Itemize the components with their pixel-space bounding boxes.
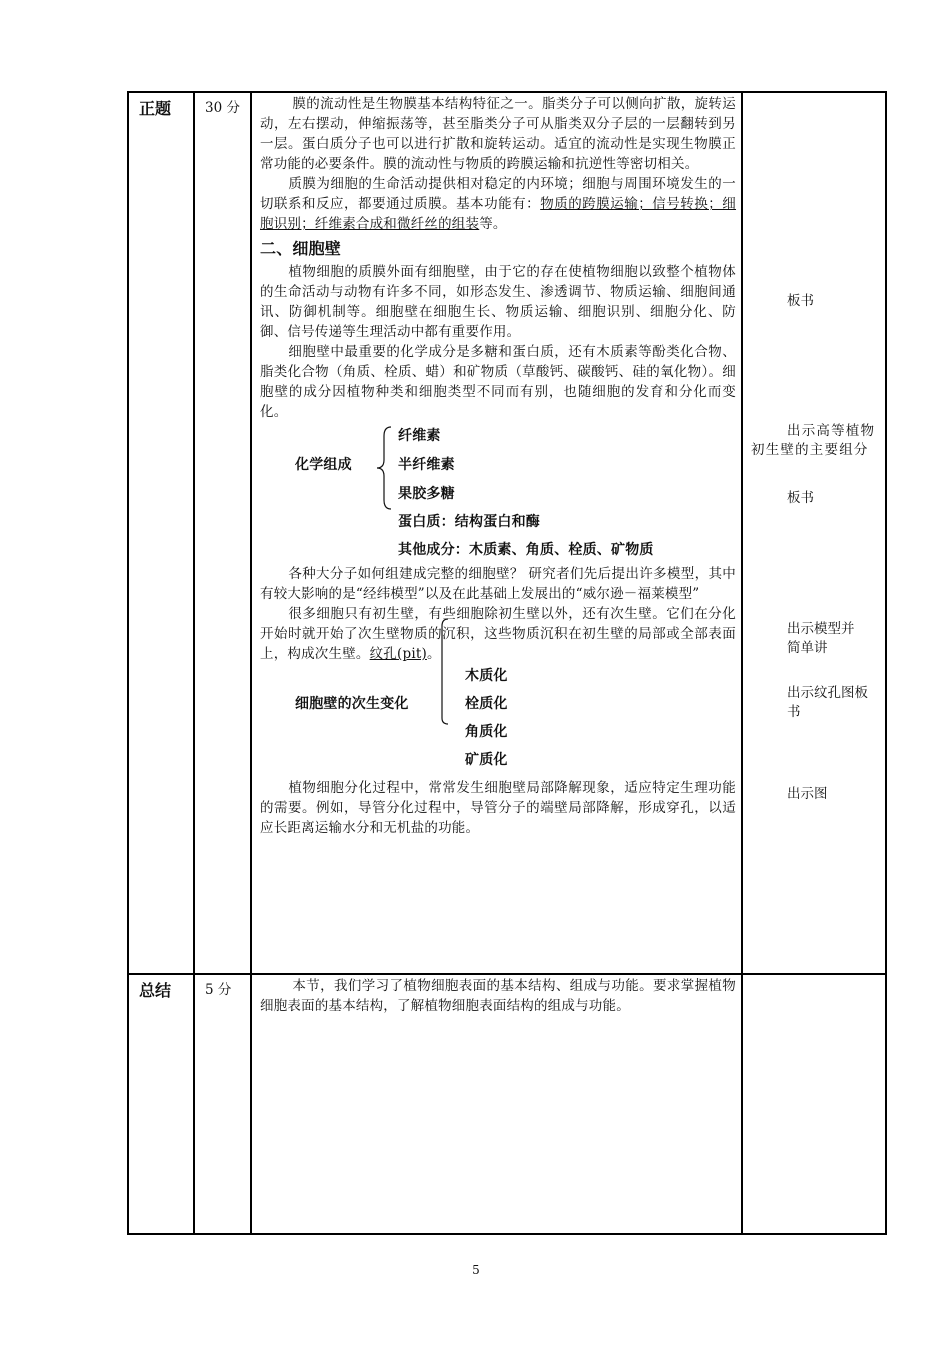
secondary-title: 细胞壁的次生变化 <box>295 696 409 712</box>
chem-item-hemicellulose: 半纤维素 <box>398 457 455 473</box>
row-label: 正题 <box>139 99 172 118</box>
content-cell <box>251 974 742 1234</box>
note-show-figure: 出示图 <box>787 786 828 802</box>
secondary-item-mineralization: 矿质化 <box>465 752 508 768</box>
content-cell <box>251 92 742 974</box>
note-show-model: 出示模型并简单讲 <box>787 621 855 656</box>
chem-item-pectin: 果胶多糖 <box>398 486 455 502</box>
secondary-item-suberization: 栓质化 <box>465 696 508 712</box>
row-label: 总结 <box>139 981 172 1000</box>
secondary-changes-diagram <box>260 664 736 776</box>
note-blackboard-1: 板书 <box>787 293 814 309</box>
lesson-plan-table <box>127 91 887 1235</box>
chem-item-other: 其他成分：木质素、角质、栓质、矿物质 <box>398 542 654 558</box>
secondary-wall-end: 。 <box>426 646 441 662</box>
time-cell <box>194 974 251 1234</box>
time-allocation: 30 分 <box>205 100 240 116</box>
page-number: 5 <box>472 1263 480 1277</box>
bracket-line-icon <box>440 618 452 726</box>
table-row-summary <box>128 974 886 1234</box>
paragraph-wall-degradation: 植物细胞分化过程中，常常发生细胞壁局部降解现象，适应特定生理功能的需要。例如，导管分化过程中，导管分子的端壁局部降解，形成穿孔，以适应长距离运输水分和无机盐的功能。 <box>260 780 736 836</box>
secondary-wall-text: 很多细胞只有初生壁，有些细胞除初生壁以外，还有次生壁。它们在分化开始时就开始了次生壁物质的沉积，这些物质沉积在初生壁的局部或全部表面上，构成次生壁。 <box>260 606 736 662</box>
notes-cell <box>742 92 886 974</box>
paragraph-cell-wall-intro: 植物细胞的质膜外面有细胞壁，由于它的存在使植物细胞以致整个植物体的生命活动与动物有许多不同，如形态发生、渗透调节、物质运输、细胞间通讯、防御机制等。细胞壁在细胞生长、物质运输、细胞识别、细胞分化、防御、信号传递等生理活动中都有重要作用。 <box>260 264 736 340</box>
plasma-membrane-text: 质膜为细胞的生命活动提供相对稳定的内环境；细胞与周围环境发生的一切联系和反应，都要通过质膜。基本功能有： <box>260 176 736 212</box>
row-label-cell <box>128 92 194 974</box>
row-label-cell <box>128 974 194 1234</box>
summary-content <box>252 975 741 1016</box>
paragraph-membrane-fluidity: 膜的流动性是生物膜基本结构特征之一。脂类分子可以侧向扩散，旋转运动，左右摆动，伸缩振荡等，甚至脂类分子可从脂类双分子层的一层翻转到另一层。蛋白质分子也可以进行扩散和旋转运动。适宜的流动性是实现生物膜正常功能的必要条件。膜的流动性与物质的跨膜运输和抗逆性等密切相关。 <box>260 96 736 172</box>
time-allocation: 5 分 <box>205 982 232 998</box>
chemical-composition-diagram <box>260 422 736 558</box>
pit-term-underlined: 纹孔(pit) <box>369 646 427 662</box>
chem-item-protein: 蛋白质：结构蛋白和酶 <box>398 514 540 530</box>
note-blackboard-2: 板书 <box>787 490 814 506</box>
brace-icon <box>374 426 394 510</box>
secondary-item-lignification: 木质化 <box>465 668 508 684</box>
note-show-pit: 出示纹孔图板书 <box>787 685 868 720</box>
table-row-main <box>128 92 886 974</box>
main-content <box>252 93 741 838</box>
paragraph-cell-wall-composition: 细胞壁中最重要的化学成分是多糖和蛋白质，还有木质素等酚类化合物、脂类化合物（角质、栓质、蜡）和矿物质（草酸钙、碳酸钙、硅的氧化物）。细胞壁的成分因植物种类和细胞类型不同而有别，也随细胞的发育和分化而变化。 <box>260 344 736 420</box>
time-cell <box>194 92 251 974</box>
notes-cell <box>742 974 886 1234</box>
section-title-cell-wall: 二、细胞壁 <box>260 239 342 258</box>
membrane-functions-underlined: 物质的跨膜运输；信号转换；细胞识别；纤维素合成和微纤丝的组装 <box>260 196 737 232</box>
chem-title: 化学组成 <box>295 457 352 473</box>
note-show-primary-wall: 出示高等植物初生壁的主要组分 <box>751 423 876 458</box>
secondary-item-cutinization: 角质化 <box>465 724 508 740</box>
paragraph-summary: 本节，我们学习了植物细胞表面的基本结构、组成与功能。要求掌握植物细胞表面的基本结构，了解植物细胞表面结构的组成与功能。 <box>260 978 736 1014</box>
paragraph-secondary-wall <box>260 604 736 664</box>
chem-item-cellulose: 纤维素 <box>398 428 441 444</box>
plasma-membrane-end: 等。 <box>479 216 507 232</box>
paragraph-plasma-membrane <box>260 174 736 234</box>
paragraph-wall-models: 各种大分子如何组建成完整的细胞壁？ 研究者们先后提出许多模型，其中有较大影响的是“经纬模型”以及在此基础上发展出的“威尔逊－福莱模型” <box>260 566 736 602</box>
